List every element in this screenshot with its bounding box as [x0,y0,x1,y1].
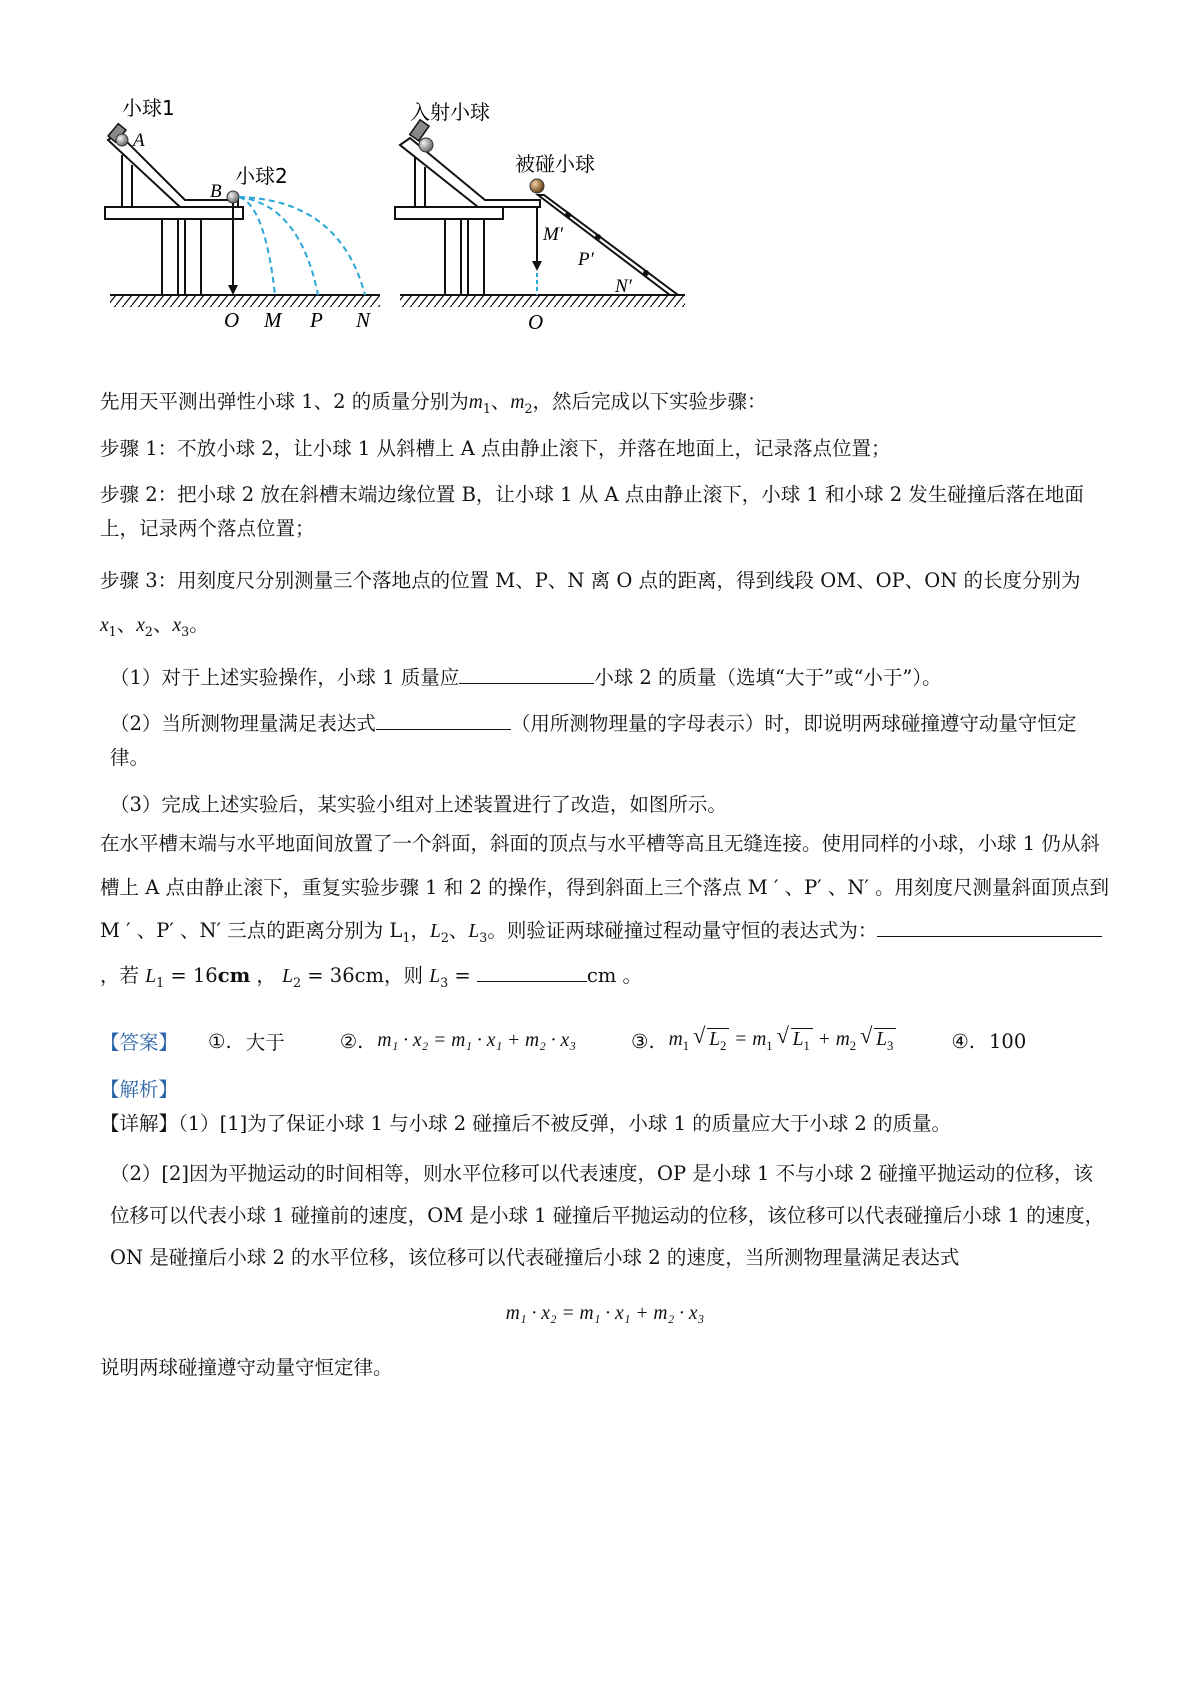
var-l2: L [282,966,293,988]
figures-svg [100,95,740,370]
left-ball-1 [116,134,128,146]
right-table-leg-1 [445,217,461,295]
answer-1 [208,1027,285,1055]
answer-2-num: ②. [339,1029,364,1053]
dot-m-prime [565,212,571,218]
intro-after: ，然后完成以下实验步骤： [532,390,767,413]
q3-text-c: 。则验证两球碰撞过程动量守恒的表达式为： [487,919,878,943]
var-m2: m [510,392,525,413]
question-3-body: 在水平槽末端与水平地面间放置了一个斜面，斜面的顶点与水平槽等高且无缝连接。使用同样的小球，小球 1 仍从斜槽上 A 点由静止滚下，重复实验步骤 1 和 2 的操作，得到斜面上三个落点 M ′ 、P′ 、N′ 。用刻度尺测量斜面顶点到 M ′ 、P′ 、N′ 三点的距离分别为 $L_1$，$L_2$、$L_3$。则验证两球碰撞过程动量守恒的表达式为：，若 $L_1 = 16cm$ ， $L_2 = 36cm$，则 $L_3$ = cm 。 [100,831,1110,991]
q2-text-b: （用所测物理量的字母表示）时，即说明两球碰撞遵守动量守恒定律。 [110,712,1077,770]
q3-text-d: ，若 [100,964,140,988]
right-drop-arrow [532,261,542,271]
experiment-figures [100,95,740,370]
step-1: 步骤 1：不放小球 2，让小球 1 从斜槽上 A 点由静止滚下，并落在地面上，记录落点位置； [100,437,891,461]
answer-tag: 【答案】 [100,1031,179,1055]
trajectory-m [239,197,275,295]
sep: 、 [152,613,173,637]
sub-2: 2 [524,400,533,416]
var-x3: x [172,615,182,637]
var-l1: L [145,966,157,988]
sep: 、 [490,390,511,413]
q3-text: 在水平槽末端与水平地面间放置了一个斜面，斜面的顶点与水平槽等高且无缝连接。使用同样的小球，小球 1 仍从斜槽上 A 点由静止滚下，重复实验步骤 1 和 2 的操作，得到斜面上三个落点 M ′ 、P′ 、N′ 。用刻度尺测量斜面顶点到 M ′ 、P′ 、N′ 三点的距离分别为 L [100,831,1110,943]
var-x2: x [136,615,145,637]
label-m: M [264,308,282,332]
sub-x1: 1 [108,624,117,640]
right-ground-hatch [400,295,685,307]
answer-2-text: m₁ · x₂ = m₁ · x₁ + m₂ · x₃ [377,1030,576,1052]
answer-1-num: ①. [208,1029,232,1053]
analysis-label: 【解析】 [100,1078,179,1102]
step-3-text: 步骤 3：用刻度尺分别测量三个落地点的位置 M、P、N 离 O 点的距离，得到线段 OM、OP、ON 的长度分别为 [100,568,1081,592]
right-table-top [395,207,503,219]
sub-1: 1 [482,400,491,416]
trajectory-p [239,197,318,295]
label-point-b: B [210,181,222,202]
q1-text-b: 小球 2 的质量（选填“大于”或“小于”）。 [594,666,942,690]
l2-value: = 36cm [307,964,385,988]
period: 。 [189,613,209,637]
question-1 [100,661,1110,695]
l1-unit: cm [217,964,251,988]
sep: 、 [116,613,137,637]
step-3 [100,559,1110,650]
right-target-ball [530,179,544,193]
label-n: N [356,308,371,332]
left-table-top [105,207,243,219]
l1-value: = 16 [170,964,218,988]
answer-4-num: ④. [951,1029,975,1053]
label-ball2: 小球2 [235,164,288,188]
left-table-leg-1 [162,217,178,295]
q1-text: （1）对于上述实验操作，小球 1 质量应 [110,666,460,690]
centered-equation: m₁ · x₂ = m₁ · x₁ + m₂ · x₃ [505,1303,705,1325]
q3-blank-l3[interactable] [477,962,587,983]
label-n-prime: N′ [615,276,632,297]
left-ground-hatch [110,295,380,307]
label-o: O [224,308,240,332]
label-o-right: O [528,310,544,334]
analysis-tag [100,1073,1110,1107]
incline [538,195,678,295]
detail-1-text: （1）[1]为了保证小球 1 与小球 2 碰撞后不被反弹，小球 1 的质量应大于小球 2 的质量。 [178,1112,952,1136]
conclusion: 说明两球碰撞遵守动量守恒定律。 [100,1356,393,1380]
right-figure [395,100,685,334]
detail-tag: 【详解】 [100,1112,179,1136]
label-point-a: A [133,130,145,151]
detail-2: （2）[2]因为平抛运动的时间相等，则水平位移可以代表速度，OP 是小球 1 不与小球 2 碰撞平抛运动的位移，该位移可以代表小球 1 碰撞前的速度，OM 是小球 1 碰撞后平抛运动的位移，该位移可以代表碰撞后小球 1 的速度，ON 是碰撞后小球 2 的水平位移，该位移可以代表碰撞后小球 2 的速度，当所测物理量满足表达式 [110,1162,1105,1270]
label-p: P [310,308,323,332]
label-ball1: 小球1 [122,96,175,120]
left-table-leg-2 [185,217,201,295]
detail-1 [100,1107,1110,1141]
label-m-prime: M′ [543,224,563,245]
left-ball-2 [227,191,239,203]
q3-blank-expression[interactable] [877,917,1102,938]
sub-x2: 2 [144,624,153,640]
q3-text-f: cm 。 [586,964,643,988]
document-body [100,385,1110,1385]
q1-blank[interactable] [459,664,594,685]
answer-row [100,1021,1110,1061]
intro-paragraph [100,385,1110,420]
question-3-intro: （3）完成上述实验后，某实验小组对上述装置进行了改造，如图所示。 [110,792,727,816]
q2-blank[interactable] [376,710,511,731]
answer-4-text: 100 [989,1029,1027,1053]
intro-text: 先用天平测出弹性小球 1、2 的质量分别为 [100,390,469,413]
right-incident-ball [419,138,433,152]
answer-1-text: 大于 [245,1031,285,1055]
var-m1: m [468,392,483,413]
sub-x3: 3 [181,624,190,640]
step-2: 步骤 2：把小球 2 放在斜槽末端边缘位置 B，让小球 1 从 A 点由静止滚下，小球 1 和小球 2 发生碰撞后落在地面上，记录两个落点位置； [100,483,1084,541]
var-l3: L [429,966,441,988]
answer-3-num: ③. [630,1029,655,1053]
answer-4 [951,1030,1026,1053]
answer-3-formula: $m_1√$ $L_2 = m_1√$ $L_1 + m_2√$ $L_3$ [669,1028,897,1054]
left-drop-arrow [228,285,238,295]
label-incident-ball: 入射小球 [410,100,490,124]
answer-2 [340,1030,576,1053]
label-p-prime: P′ [578,249,594,270]
question-2 [100,707,1110,775]
left-figure [105,96,380,332]
q3-text-e: ，则 [384,964,424,988]
right-table-leg-2 [468,217,484,295]
var-x1: x [100,615,109,637]
dot-p-prime [595,234,601,240]
answer-3 [631,1028,896,1054]
q2-text: （2）当所测物理量满足表达式 [110,712,376,736]
label-target-ball: 被碰小球 [515,152,595,176]
dot-n-prime [643,270,649,276]
